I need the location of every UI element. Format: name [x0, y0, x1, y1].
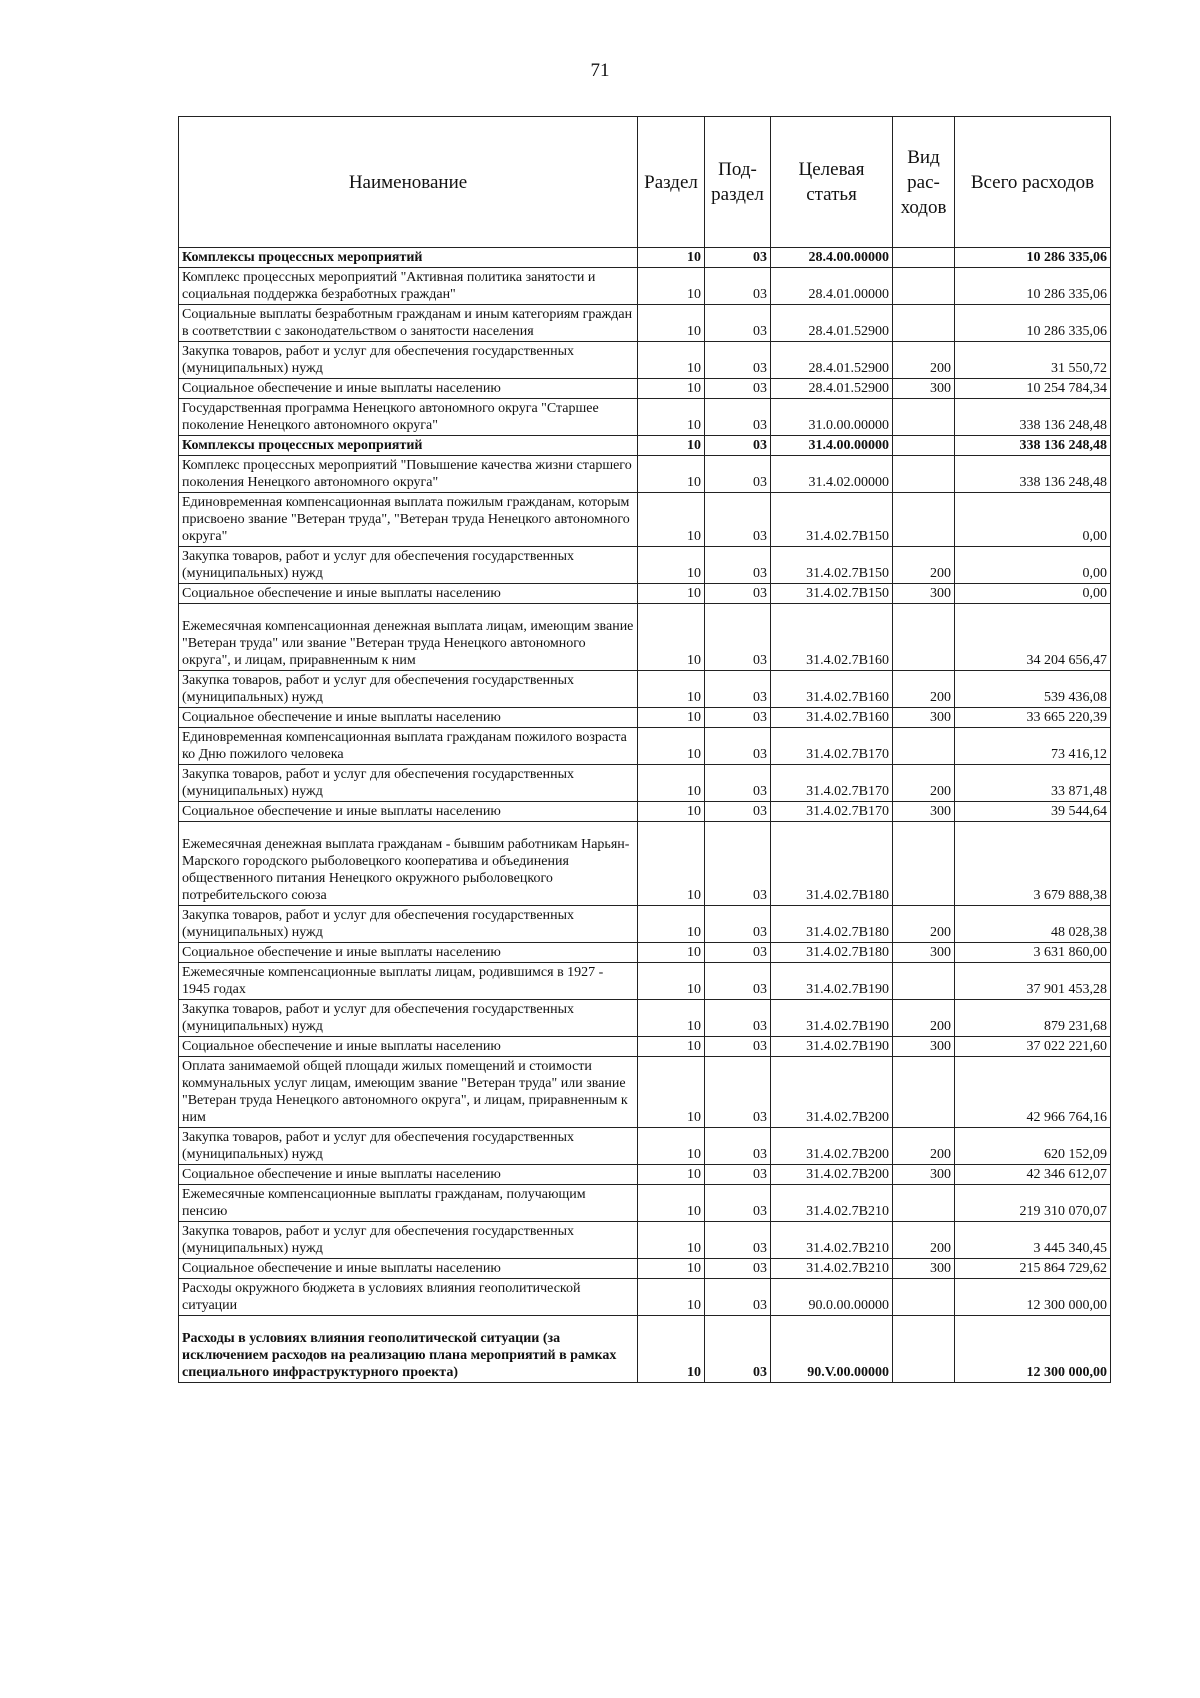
header-section	[638, 117, 705, 248]
cell-name: Комплекс процессных мероприятий "Активная политика занятости и социальная поддержка безработных граждан"	[179, 268, 638, 305]
cell-total: 10 254 784,34	[955, 379, 1111, 399]
cell-section: 10	[638, 1165, 705, 1185]
cell-name: Закупка товаров, работ и услуг для обеспечения государственных (муниципальных) нужд	[179, 906, 638, 943]
cell-total: 33 665 220,39	[955, 708, 1111, 728]
cell-total: 42 966 764,16	[955, 1057, 1111, 1128]
cell-expense-type	[893, 493, 955, 547]
cell-target: 31.4.02.7В150	[771, 493, 893, 547]
header-expense-type	[893, 117, 955, 248]
cell-target: 31.4.02.7В170	[771, 802, 893, 822]
table-row	[179, 1222, 1111, 1259]
cell-expense-type: 300	[893, 1259, 955, 1279]
cell-name: Ежемесячные компенсационные выплаты лицам, родившимся в 1927 - 1945 годах	[179, 963, 638, 1000]
cell-expense-type: 200	[893, 1128, 955, 1165]
cell-target: 31.4.02.7В150	[771, 584, 893, 604]
table-row	[179, 456, 1111, 493]
cell-subsection: 03	[705, 765, 771, 802]
table-header-row	[179, 117, 1111, 248]
cell-name: Социальное обеспечение и иные выплаты населению	[179, 943, 638, 963]
header-name: Наименование	[179, 117, 638, 248]
table-body	[179, 248, 1111, 1383]
cell-subsection: 03	[705, 906, 771, 943]
cell-subsection: 03	[705, 456, 771, 493]
cell-subsection: 03	[705, 802, 771, 822]
cell-section: 10	[638, 1316, 705, 1383]
table-row	[179, 1000, 1111, 1037]
table-row	[179, 765, 1111, 802]
cell-expense-type: 300	[893, 943, 955, 963]
cell-section: 10	[638, 1222, 705, 1259]
cell-total: 3 631 860,00	[955, 943, 1111, 963]
cell-section: 10	[638, 1279, 705, 1316]
table-row	[179, 708, 1111, 728]
cell-subsection: 03	[705, 708, 771, 728]
cell-target: 31.4.02.7В190	[771, 963, 893, 1000]
cell-total: 338 136 248,48	[955, 456, 1111, 493]
cell-expense-type	[893, 1057, 955, 1128]
cell-subsection: 03	[705, 1259, 771, 1279]
cell-target: 31.0.00.00000	[771, 399, 893, 436]
table-row	[179, 248, 1111, 268]
cell-expense-type: 300	[893, 802, 955, 822]
cell-total: 10 286 335,06	[955, 305, 1111, 342]
cell-subsection: 03	[705, 1037, 771, 1057]
cell-section: 10	[638, 1259, 705, 1279]
cell-subsection: 03	[705, 305, 771, 342]
cell-total: 10 286 335,06	[955, 268, 1111, 305]
cell-section: 10	[638, 671, 705, 708]
cell-target: 31.4.02.7В200	[771, 1165, 893, 1185]
table-row	[179, 342, 1111, 379]
cell-section: 10	[638, 708, 705, 728]
header-target-text: Целевая статья	[798, 159, 865, 205]
cell-name: Расходы окружного бюджета в условиях влияния геополитической ситуации	[179, 1279, 638, 1316]
cell-subsection: 03	[705, 248, 771, 268]
cell-name: Социальное обеспечение и иные выплаты населению	[179, 1165, 638, 1185]
cell-subsection: 03	[705, 342, 771, 379]
cell-section: 10	[638, 906, 705, 943]
cell-expense-type	[893, 728, 955, 765]
cell-name: Социальные выплаты безработным гражданам и иным категориям граждан в соответствии с законодательством о занятости населения	[179, 305, 638, 342]
cell-target: 31.4.02.7В180	[771, 822, 893, 906]
table-row	[179, 1259, 1111, 1279]
cell-total: 215 864 729,62	[955, 1259, 1111, 1279]
cell-subsection: 03	[705, 493, 771, 547]
header-section-text: Раздел	[644, 171, 698, 193]
cell-name: Расходы в условиях влияния геополитической ситуации (за исключением расходов на реализацию плана мероприятий в рамках специального инфраструктурного проекта)	[179, 1316, 638, 1383]
cell-expense-type: 300	[893, 1165, 955, 1185]
table-row	[179, 1279, 1111, 1316]
cell-section: 10	[638, 765, 705, 802]
cell-section: 10	[638, 248, 705, 268]
table-row	[179, 379, 1111, 399]
cell-section: 10	[638, 268, 705, 305]
cell-total: 10 286 335,06	[955, 248, 1111, 268]
cell-target: 31.4.02.7В150	[771, 547, 893, 584]
cell-total: 3 679 888,38	[955, 822, 1111, 906]
cell-subsection: 03	[705, 584, 771, 604]
cell-section: 10	[638, 1128, 705, 1165]
cell-total: 48 028,38	[955, 906, 1111, 943]
cell-total: 0,00	[955, 584, 1111, 604]
cell-name: Закупка товаров, работ и услуг для обеспечения государственных (муниципальных) нужд	[179, 1000, 638, 1037]
table-row	[179, 1128, 1111, 1165]
cell-section: 10	[638, 436, 705, 456]
table-row	[179, 305, 1111, 342]
cell-section: 10	[638, 1185, 705, 1222]
cell-section: 10	[638, 822, 705, 906]
table-row	[179, 584, 1111, 604]
cell-total: 620 152,09	[955, 1128, 1111, 1165]
cell-target: 31.4.02.7В160	[771, 708, 893, 728]
cell-total: 37 901 453,28	[955, 963, 1111, 1000]
table-row	[179, 822, 1111, 906]
cell-total: 338 136 248,48	[955, 399, 1111, 436]
cell-name: Социальное обеспечение и иные выплаты населению	[179, 1037, 638, 1057]
cell-target: 31.4.00.00000	[771, 436, 893, 456]
cell-target: 31.4.02.7В170	[771, 728, 893, 765]
cell-section: 10	[638, 604, 705, 671]
page-number: 71	[590, 60, 610, 81]
table-row	[179, 906, 1111, 943]
cell-subsection: 03	[705, 1316, 771, 1383]
cell-target: 28.4.01.52900	[771, 305, 893, 342]
cell-name: Оплата занимаемой общей площади жилых помещений и стоимости коммунальных услуг лицам, имеющим звание "Ветеран труда" или звание "Ветеран труда Ненецкого автономного округа", и лицам, приравненным к ним	[179, 1057, 638, 1128]
cell-section: 10	[638, 1037, 705, 1057]
cell-expense-type	[893, 436, 955, 456]
cell-target: 31.4.02.00000	[771, 456, 893, 493]
cell-expense-type	[893, 456, 955, 493]
table-row	[179, 399, 1111, 436]
cell-subsection: 03	[705, 1279, 771, 1316]
header-total: Всего расходов	[955, 117, 1111, 248]
header-subsection-text: Под- раздел	[711, 159, 764, 205]
table-row	[179, 1316, 1111, 1383]
cell-expense-type: 200	[893, 342, 955, 379]
table-row	[179, 604, 1111, 671]
cell-subsection: 03	[705, 436, 771, 456]
cell-name: Социальное обеспечение и иные выплаты населению	[179, 1259, 638, 1279]
cell-name: Ежемесячная компенсационная денежная выплата лицам, имеющим звание "Ветеран труда" или звание "Ветеран труда Ненецкого автономного округа", и лицам, приравненным к ним	[179, 604, 638, 671]
cell-name: Ежемесячная денежная выплата гражданам - бывшим работникам Нарьян-Марского городского рыболовецкого кооператива и объединения общественного питания Ненецкого окружного рыболовецкого потребительского союза	[179, 822, 638, 906]
cell-subsection: 03	[705, 728, 771, 765]
cell-target: 28.4.01.52900	[771, 342, 893, 379]
cell-expense-type: 300	[893, 708, 955, 728]
cell-section: 10	[638, 963, 705, 1000]
cell-name: Единовременная компенсационная выплата гражданам пожилого возраста ко Дню пожилого человека	[179, 728, 638, 765]
table-row	[179, 963, 1111, 1000]
cell-section: 10	[638, 943, 705, 963]
cell-expense-type	[893, 1185, 955, 1222]
cell-expense-type: 200	[893, 1000, 955, 1037]
cell-total: 42 346 612,07	[955, 1165, 1111, 1185]
cell-name: Единовременная компенсационная выплата пожилым гражданам, которым присвоено звание "Ветеран труда", "Ветеран труда Ненецкого автономного округа"	[179, 493, 638, 547]
cell-section: 10	[638, 1000, 705, 1037]
cell-target: 31.4.02.7В170	[771, 765, 893, 802]
cell-target: 31.4.02.7В210	[771, 1259, 893, 1279]
cell-section: 10	[638, 584, 705, 604]
cell-name: Закупка товаров, работ и услуг для обеспечения государственных (муниципальных) нужд	[179, 765, 638, 802]
header-expense-type-text: Вид рас- ходов	[900, 146, 947, 218]
cell-expense-type	[893, 1316, 955, 1383]
cell-total: 338 136 248,48	[955, 436, 1111, 456]
cell-expense-type	[893, 399, 955, 436]
cell-target: 31.4.02.7В200	[771, 1057, 893, 1128]
cell-total: 219 310 070,07	[955, 1185, 1111, 1222]
header-target	[771, 117, 893, 248]
cell-name: Закупка товаров, работ и услуг для обеспечения государственных (муниципальных) нужд	[179, 342, 638, 379]
cell-section: 10	[638, 342, 705, 379]
cell-target: 28.4.01.52900	[771, 379, 893, 399]
cell-name: Социальное обеспечение и иные выплаты населению	[179, 584, 638, 604]
cell-subsection: 03	[705, 963, 771, 1000]
cell-name: Закупка товаров, работ и услуг для обеспечения государственных (муниципальных) нужд	[179, 1222, 638, 1259]
cell-total: 73 416,12	[955, 728, 1111, 765]
cell-name: Комплексы процессных мероприятий	[179, 248, 638, 268]
cell-target: 28.4.00.00000	[771, 248, 893, 268]
cell-total: 0,00	[955, 493, 1111, 547]
cell-name: Социальное обеспечение и иные выплаты населению	[179, 802, 638, 822]
cell-expense-type: 200	[893, 1222, 955, 1259]
cell-total: 539 436,08	[955, 671, 1111, 708]
cell-subsection: 03	[705, 943, 771, 963]
table-row	[179, 1185, 1111, 1222]
cell-target: 31.4.02.7В160	[771, 604, 893, 671]
table-row	[179, 1037, 1111, 1057]
cell-name: Закупка товаров, работ и услуг для обеспечения государственных (муниципальных) нужд	[179, 671, 638, 708]
cell-subsection: 03	[705, 1057, 771, 1128]
table-row	[179, 547, 1111, 584]
table-row	[179, 1165, 1111, 1185]
budget-table	[178, 116, 1111, 1383]
cell-subsection: 03	[705, 399, 771, 436]
cell-target: 31.4.02.7В190	[771, 1000, 893, 1037]
cell-expense-type	[893, 248, 955, 268]
cell-target: 28.4.01.00000	[771, 268, 893, 305]
cell-target: 31.4.02.7В180	[771, 906, 893, 943]
table-row	[179, 671, 1111, 708]
cell-total: 37 022 221,60	[955, 1037, 1111, 1057]
cell-subsection: 03	[705, 1185, 771, 1222]
cell-subsection: 03	[705, 822, 771, 906]
cell-total: 879 231,68	[955, 1000, 1111, 1037]
cell-section: 10	[638, 547, 705, 584]
cell-section: 10	[638, 493, 705, 547]
cell-subsection: 03	[705, 268, 771, 305]
cell-expense-type	[893, 963, 955, 1000]
cell-expense-type: 200	[893, 547, 955, 584]
cell-target: 90.0.00.00000	[771, 1279, 893, 1316]
cell-subsection: 03	[705, 547, 771, 584]
cell-section: 10	[638, 305, 705, 342]
cell-expense-type	[893, 604, 955, 671]
cell-section: 10	[638, 456, 705, 493]
cell-section: 10	[638, 379, 705, 399]
cell-total: 12 300 000,00	[955, 1279, 1111, 1316]
cell-total: 0,00	[955, 547, 1111, 584]
table-row	[179, 943, 1111, 963]
cell-target: 90.V.00.00000	[771, 1316, 893, 1383]
cell-name: Закупка товаров, работ и услуг для обеспечения государственных (муниципальных) нужд	[179, 547, 638, 584]
cell-total: 34 204 656,47	[955, 604, 1111, 671]
cell-section: 10	[638, 399, 705, 436]
cell-expense-type	[893, 1279, 955, 1316]
cell-name: Комплекс процессных мероприятий "Повышение качества жизни старшего поколения Ненецкого автономного округа"	[179, 456, 638, 493]
cell-name: Государственная программа Ненецкого автономного округа "Старшее поколение Ненецкого автономного округа"	[179, 399, 638, 436]
cell-name: Комплексы процессных мероприятий	[179, 436, 638, 456]
table-row	[179, 1057, 1111, 1128]
cell-name: Закупка товаров, работ и услуг для обеспечения государственных (муниципальных) нужд	[179, 1128, 638, 1165]
cell-target: 31.4.02.7В180	[771, 943, 893, 963]
header-subsection	[705, 117, 771, 248]
cell-subsection: 03	[705, 1222, 771, 1259]
cell-section: 10	[638, 802, 705, 822]
cell-target: 31.4.02.7В210	[771, 1222, 893, 1259]
cell-expense-type: 300	[893, 584, 955, 604]
table-row	[179, 436, 1111, 456]
cell-name: Социальное обеспечение и иные выплаты населению	[179, 379, 638, 399]
cell-subsection: 03	[705, 1000, 771, 1037]
cell-name: Ежемесячные компенсационные выплаты гражданам, получающим пенсию	[179, 1185, 638, 1222]
table-row	[179, 802, 1111, 822]
cell-expense-type: 200	[893, 906, 955, 943]
cell-expense-type	[893, 822, 955, 906]
cell-total: 12 300 000,00	[955, 1316, 1111, 1383]
cell-subsection: 03	[705, 1128, 771, 1165]
cell-section: 10	[638, 1057, 705, 1128]
cell-expense-type: 200	[893, 671, 955, 708]
cell-total: 31 550,72	[955, 342, 1111, 379]
cell-target: 31.4.02.7В200	[771, 1128, 893, 1165]
cell-expense-type: 300	[893, 379, 955, 399]
cell-subsection: 03	[705, 379, 771, 399]
cell-target: 31.4.02.7В190	[771, 1037, 893, 1057]
cell-target: 31.4.02.7В210	[771, 1185, 893, 1222]
cell-expense-type	[893, 305, 955, 342]
cell-expense-type: 300	[893, 1037, 955, 1057]
cell-subsection: 03	[705, 671, 771, 708]
cell-expense-type	[893, 268, 955, 305]
table-row	[179, 268, 1111, 305]
cell-total: 39 544,64	[955, 802, 1111, 822]
cell-subsection: 03	[705, 604, 771, 671]
cell-section: 10	[638, 728, 705, 765]
cell-total: 3 445 340,45	[955, 1222, 1111, 1259]
cell-expense-type: 200	[893, 765, 955, 802]
table-row	[179, 728, 1111, 765]
cell-name: Социальное обеспечение и иные выплаты населению	[179, 708, 638, 728]
cell-total: 33 871,48	[955, 765, 1111, 802]
cell-target: 31.4.02.7В160	[771, 671, 893, 708]
cell-subsection: 03	[705, 1165, 771, 1185]
table-row	[179, 493, 1111, 547]
